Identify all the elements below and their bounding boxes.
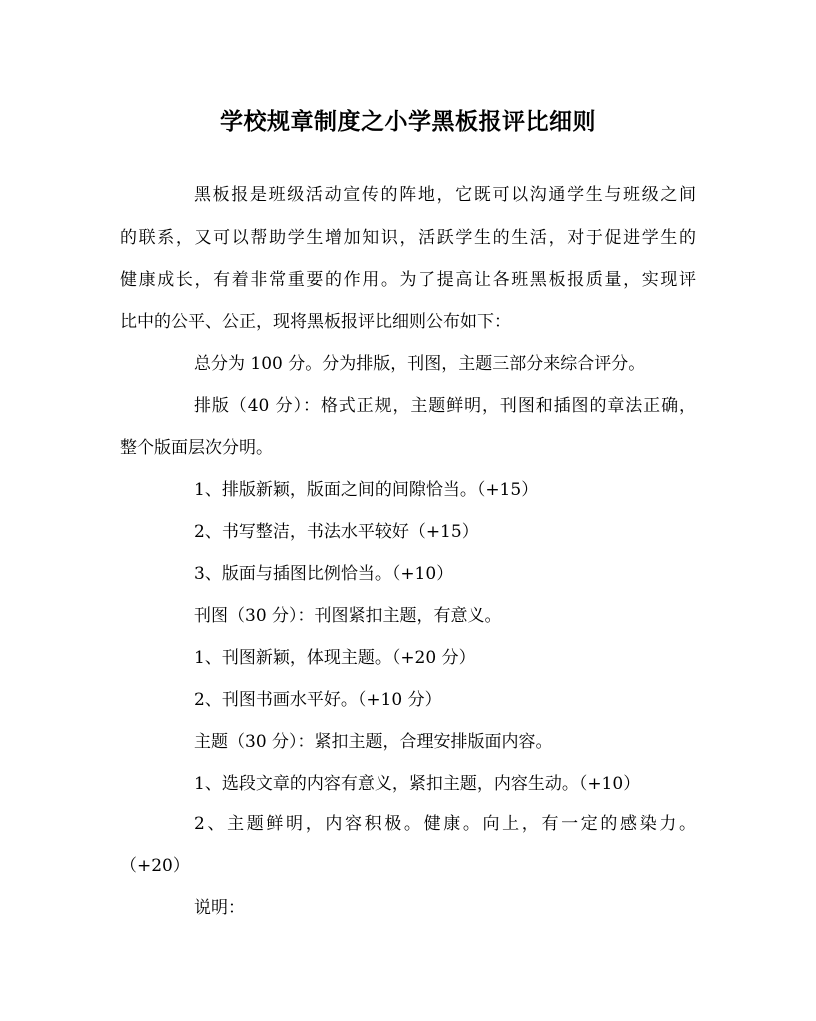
list-item: 1、排版新颖，版面之间的间隙恰当。（+15） [194, 480, 539, 500]
list-item: 1、选段文章的内容有意义，紧扣主题，内容生动。（+10） [194, 774, 641, 794]
section-heading-line: 主题（30 分）：紧扣主题，合理安排版面内容。 [194, 732, 553, 752]
paragraph-line: 总分为 100 分。分为排版，刊图，主题三部分来综合评分。 [194, 354, 646, 374]
note-label: 说明： [194, 898, 245, 918]
paragraph-line: 整个版面层次分明。 [120, 438, 273, 458]
paragraph-line: 的联系，又可以帮助学生增加知识，活跃学生的生活，对于促进学生的 [120, 228, 696, 248]
list-item: 2、书写整洁，书法水平较好（+15） [194, 522, 479, 542]
document-title: 学校规章制度之小学黑板报评比细则 [220, 108, 596, 135]
paragraph-line: 比中的公平、公正，现将黑板报评比细则公布如下： [120, 312, 511, 332]
paragraph-line: 黑板报是班级活动宣传的阵地，它既可以沟通学生与班级之间 [194, 185, 696, 205]
list-item: 2、主题鲜明，内容积极。健康。向上，有一定的感染力。 [194, 814, 696, 834]
paragraph-line: 健康成长，有着非常重要的作用。为了提高让各班黑板报质量，实现评 [120, 270, 696, 290]
list-item: 1、刊图新颖，体现主题。（+20 分） [194, 648, 476, 668]
list-item: 3、版面与插图比例恰当。（+10） [194, 564, 454, 584]
list-item: 2、刊图书画水平好。（+10 分） [194, 690, 442, 710]
list-item-continued: （+20） [120, 856, 190, 876]
section-heading-line: 刊图（30 分）：刊图紧扣主题，有意义。 [194, 606, 502, 626]
paragraph-line: 排版（40 分）：格式正规，主题鲜明，刊图和插图的章法正确， [194, 396, 696, 416]
